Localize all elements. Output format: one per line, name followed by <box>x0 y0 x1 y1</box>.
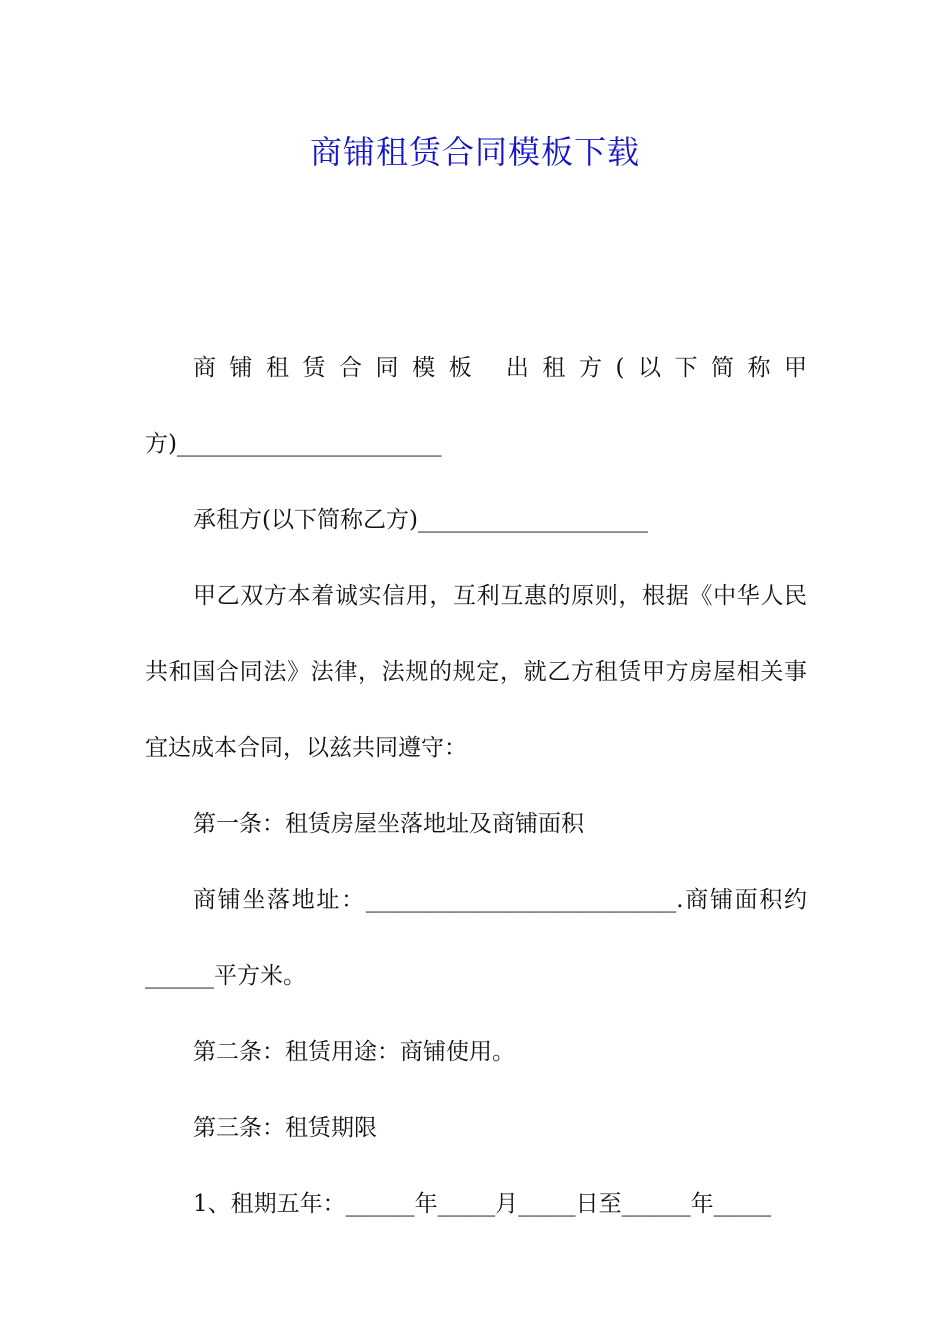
paragraph-preamble: 甲乙双方本着诚实信用，互利互惠的原则，根据《中华人民共和国合同法》法律，法规的规定，就乙方租赁甲方房屋相关事宜达成本合同，以兹共同遵守： <box>145 583 807 761</box>
paragraph-lessor: 商铺租赁合同模板 出租方(以下简称甲方)_______________________ <box>145 355 807 457</box>
paragraph-article-2: 第二条：租赁用途：商铺使用。 <box>193 1039 515 1065</box>
paragraph-article-1-heading: 第一条：租赁房屋坐落地址及商铺面积 <box>193 811 584 837</box>
paragraph-article-3-heading: 第三条：租赁期限 <box>193 1115 377 1141</box>
paragraph-shop-address: 商铺坐落地址：___________________________.商铺面积约______平方米。 <box>145 887 807 989</box>
document-body <box>145 330 807 1242</box>
paragraph-lease-term: 1、租期五年：______年_____月_____日至______年_____ <box>193 1191 772 1217</box>
document-title: 商铺租赁合同模板下载 <box>309 133 640 171</box>
paragraph-lessee: 承租方(以下简称乙方)____________________ <box>193 507 648 533</box>
